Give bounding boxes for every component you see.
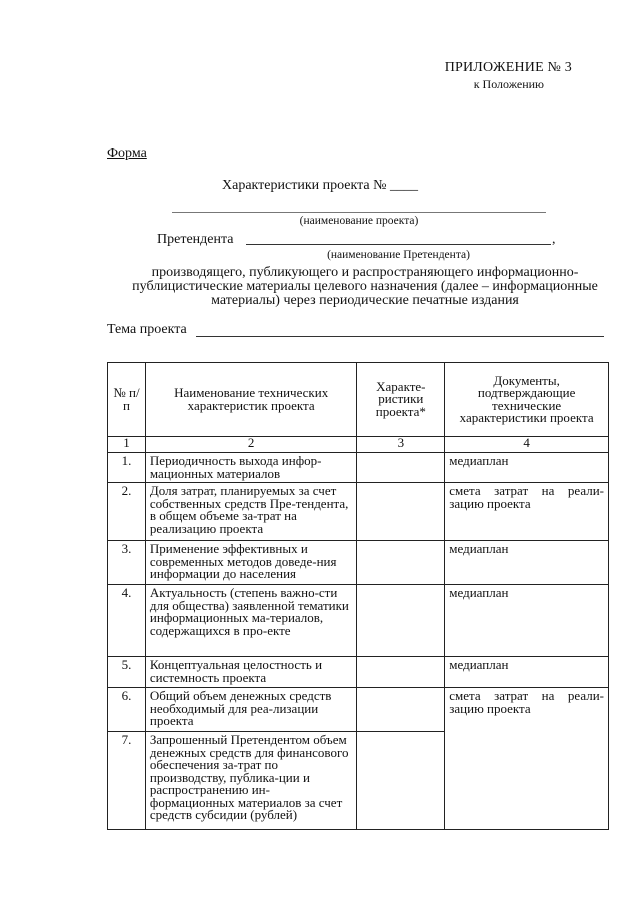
topic-line[interactable] xyxy=(196,336,604,337)
row-value-cell[interactable] xyxy=(357,483,445,541)
row-number: 5. xyxy=(108,657,146,688)
table-row xyxy=(108,483,609,541)
header-number: № п/п xyxy=(108,363,146,437)
applicant-comma: , xyxy=(552,232,556,247)
row-number: 2. xyxy=(108,483,146,541)
header-name: Наименование технических характеристик проекта xyxy=(145,363,356,437)
row-document: медиаплан xyxy=(445,657,609,688)
row-value-cell[interactable] xyxy=(357,732,445,830)
row-value-cell[interactable] xyxy=(357,585,445,657)
row-number: 4. xyxy=(108,585,146,657)
row-number: 1. xyxy=(108,453,146,483)
column-number: 2 xyxy=(145,437,356,453)
column-number: 1 xyxy=(108,437,146,453)
row-name: Общий объем денежных средств необходимый для реа-лизации проекта xyxy=(145,688,356,732)
characteristics-table xyxy=(107,362,609,830)
appendix-subtitle: к Положению xyxy=(473,77,544,91)
row-value-cell[interactable] xyxy=(357,453,445,483)
applicant-description: производящего, публикующего и распространяющего информационно-публицистические материалы целевого назначения (далее – информационные материалы) через периодические печатные издания xyxy=(132,265,598,308)
row-number: 7. xyxy=(108,732,146,830)
row-name: Доля затрат, планируемых за счет собственных средств Пре-тендента, в общем объеме за-трат на реализацию проекта xyxy=(145,483,356,541)
topic-label: Тема проекта xyxy=(107,322,187,337)
form-label: Форма xyxy=(107,146,147,161)
table-row xyxy=(108,541,609,585)
column-number: 3 xyxy=(357,437,445,453)
row-number: 3. xyxy=(108,541,146,585)
applicant-name-caption: (наименование Претендента) xyxy=(327,249,470,261)
table-header-row xyxy=(108,363,609,437)
row-name: Концептуальная целостность и системность проекта xyxy=(145,657,356,688)
row-document: медиаплан xyxy=(445,541,609,585)
header-value: Характе-ристики проекта* xyxy=(357,363,445,437)
row-name: Применение эффективных и современных методов доведе-ния информации до населения xyxy=(145,541,356,585)
table-row xyxy=(108,585,609,657)
applicant-label: Претендента xyxy=(157,232,234,247)
appendix-title: ПРИЛОЖЕНИЕ № 3 xyxy=(444,60,572,75)
row-number: 6. xyxy=(108,688,146,732)
row-value-cell[interactable] xyxy=(357,657,445,688)
project-name-caption: (наименование проекта) xyxy=(299,215,419,227)
column-numbers-row xyxy=(108,437,609,453)
row-value-cell[interactable] xyxy=(357,688,445,732)
row-name: Запрошенный Претендентом объем денежных средств для финансового обеспечения за-трат по производству, публика-ции и распространению ин-формационных материалов за счет средств субсидии (рублей) xyxy=(145,732,356,830)
page-title: Характеристики проекта № ____ xyxy=(222,178,418,193)
applicant-name-line[interactable] xyxy=(246,244,551,245)
row-document: медиаплан xyxy=(445,453,609,483)
row-name: Актуальность (степень важно-сти для общества) заявленной тематики информационных ма-териалов, содержащихся в про-екте xyxy=(145,585,356,657)
row-document: смета затрат на реали-зацию проекта xyxy=(445,483,609,541)
table-row xyxy=(108,453,609,483)
row-document: медиаплан xyxy=(445,585,609,657)
project-name-line[interactable] xyxy=(172,212,546,213)
header-documents: Документы, подтверждающие технические характеристики проекта xyxy=(445,363,609,437)
table-row xyxy=(108,688,609,732)
row-name: Периодичность выхода инфор-мационных материалов xyxy=(145,453,356,483)
row-document: смета затрат на реали-зацию проекта xyxy=(445,688,609,830)
table-row xyxy=(108,657,609,688)
column-number: 4 xyxy=(445,437,609,453)
row-value-cell[interactable] xyxy=(357,541,445,585)
